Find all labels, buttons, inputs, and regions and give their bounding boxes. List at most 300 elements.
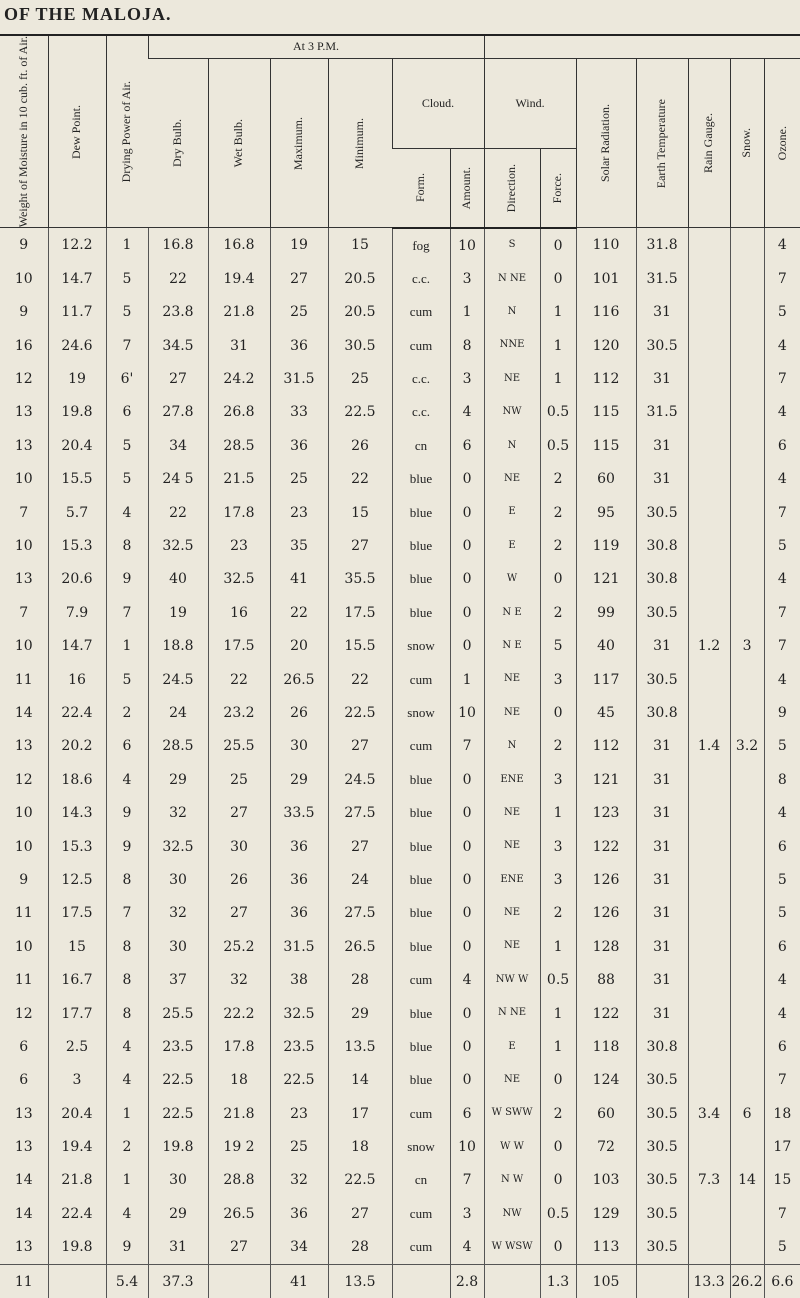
cell-earth-temperature: 30.8 xyxy=(636,529,688,562)
cell-solar-radiation: 60 xyxy=(576,1097,636,1130)
cell-drying-power: 1 xyxy=(106,1097,148,1130)
cell-cloud-amount: 1 xyxy=(450,296,484,329)
cell-cloud-amount: 0 xyxy=(450,930,484,963)
cell-minimum: 27 xyxy=(328,529,392,562)
cell-rain-gauge xyxy=(688,262,730,295)
cell-snow xyxy=(730,1197,764,1230)
cell-wind-direction: E xyxy=(484,1030,540,1063)
cell-dew-point: 17.7 xyxy=(48,997,106,1030)
cell-earth-temperature: 30.5 xyxy=(636,1130,688,1163)
cell-cloud-amount: 0 xyxy=(450,463,484,496)
cell-minimum: 26.5 xyxy=(328,930,392,963)
table-row xyxy=(0,963,800,996)
cell-moisture: 13 xyxy=(14,437,33,454)
cell-cloud-form: cum xyxy=(392,730,450,763)
cell-snow xyxy=(730,663,764,696)
cell-drying-power: 9 xyxy=(106,1231,148,1265)
cell-wind-direction: ENE xyxy=(484,763,540,796)
cell-cloud-amount: 10 xyxy=(450,228,484,262)
cell-earth-temperature: 30.8 xyxy=(636,1030,688,1063)
cell-minimum: 25 xyxy=(328,362,392,395)
cell-solar-radiation: 121 xyxy=(576,763,636,796)
cell-minimum: 27 xyxy=(328,830,392,863)
cell-dew-point: 14.7 xyxy=(48,630,106,663)
cell-wind-direction: W W xyxy=(484,1130,540,1163)
cell-dew-point: 5.7 xyxy=(48,496,106,529)
cell-wet-bulb: 17.5 xyxy=(208,630,270,663)
cell-cloud-form: blue xyxy=(392,563,450,596)
cell-dry-bulb: 23.8 xyxy=(148,296,208,329)
cell-cloud-amount: 1 xyxy=(450,663,484,696)
cell-solar-radiation: 126 xyxy=(576,897,636,930)
cell-wet-bulb: 25.2 xyxy=(208,930,270,963)
cell-maximum: 25 xyxy=(270,296,328,329)
table-row xyxy=(0,1231,800,1265)
cell-moisture: 13 xyxy=(14,738,33,755)
cell-solar-radiation: 126 xyxy=(576,863,636,896)
table-row xyxy=(0,529,800,562)
cell-solar-radiation: 40 xyxy=(576,630,636,663)
cell-earth-temperature: 30.5 xyxy=(636,1097,688,1130)
cell-earth-temperature: 30.5 xyxy=(636,1231,688,1265)
cell-wind-direction: NW W xyxy=(484,963,540,996)
cell-wind-direction: W WSW xyxy=(484,1231,540,1265)
cell-wind-force: 1 xyxy=(540,1030,576,1063)
cell-wind-force: 3 xyxy=(540,830,576,863)
cell-wet-bulb: 16 xyxy=(208,596,270,629)
cell-drying-power: 5 xyxy=(106,429,148,462)
header-drying-power: Drying Power of Air. xyxy=(106,36,148,228)
cell-drying-power: 6 xyxy=(106,396,148,429)
cell-moisture: 12 xyxy=(14,371,33,388)
cell-wind-direction: NE xyxy=(484,830,540,863)
cell-wind-direction: N W xyxy=(484,1164,540,1197)
cell-wet-bulb: 21.8 xyxy=(208,1097,270,1130)
cell-wet-bulb: 17.8 xyxy=(208,1030,270,1063)
cell-maximum: 31.5 xyxy=(270,930,328,963)
cell-dry-bulb: 19 xyxy=(148,596,208,629)
cell-cloud-amount: 3 xyxy=(450,262,484,295)
cell-cloud-form: blue xyxy=(392,763,450,796)
cell-dew-point: 24.6 xyxy=(48,329,106,362)
cell-rain-gauge xyxy=(688,863,730,896)
cell-dry-bulb: 32 xyxy=(148,897,208,930)
cell-wind-force: 0 xyxy=(540,1064,576,1097)
table-row xyxy=(0,863,800,896)
cell-earth-temperature: 31 xyxy=(636,463,688,496)
cell-wet-bulb: 19.4 xyxy=(208,262,270,295)
cell-dry-bulb: 27 xyxy=(148,362,208,395)
cell-moisture: 14 xyxy=(14,1205,33,1222)
cell-moisture: 12 xyxy=(14,771,33,788)
cell-dry-bulb: 24.5 xyxy=(148,663,208,696)
cell-wind-force: 1 xyxy=(540,796,576,829)
cell-earth-temperature: 31 xyxy=(636,630,688,663)
cell-wind-force: 1.3 xyxy=(540,1264,576,1298)
cell-solar-radiation: 45 xyxy=(576,696,636,729)
cell-wind-force: 1 xyxy=(540,997,576,1030)
cell-earth-temperature: 30.8 xyxy=(636,696,688,729)
cell-moisture: 10 xyxy=(14,270,33,287)
cell-drying-power: 8 xyxy=(106,930,148,963)
cell-snow xyxy=(730,763,764,796)
cell-ozone: 4 xyxy=(764,463,800,496)
cell-cloud-amount: 4 xyxy=(450,396,484,429)
cell-solar-radiation: 99 xyxy=(576,596,636,629)
cell-earth-temperature: 30.8 xyxy=(636,563,688,596)
cell-rain-gauge xyxy=(688,529,730,562)
cell-wet-bulb: 27 xyxy=(208,796,270,829)
cell-drying-power: 4 xyxy=(106,763,148,796)
cell-earth-temperature xyxy=(636,1264,688,1298)
cell-cloud-amount: 3 xyxy=(450,1197,484,1230)
cell-ozone: 5 xyxy=(764,863,800,896)
cell-cloud-form: blue xyxy=(392,997,450,1030)
cell-cloud-amount: 0 xyxy=(450,763,484,796)
cell-dew-point: 20.2 xyxy=(48,730,106,763)
cell-cloud-form: cum xyxy=(392,1097,450,1130)
table-row xyxy=(0,730,800,763)
cell-cloud-form: snow xyxy=(392,630,450,663)
table-row xyxy=(0,329,800,362)
header-dew-point: Dew Point. xyxy=(48,36,106,228)
cell-wind-force: 2 xyxy=(540,730,576,763)
table-body xyxy=(0,228,800,1298)
cell-dew-point: 2.5 xyxy=(48,1030,106,1063)
cell-snow xyxy=(730,1231,764,1265)
cell-drying-power: 5 xyxy=(106,262,148,295)
cell-earth-temperature: 30.5 xyxy=(636,329,688,362)
cell-wind-force: 2 xyxy=(540,1097,576,1130)
cell-drying-power: 8 xyxy=(106,963,148,996)
cell-cloud-amount: 8 xyxy=(450,329,484,362)
cell-wet-bulb: 25.5 xyxy=(208,730,270,763)
cell-ozone: 5 xyxy=(764,1231,800,1265)
cell-minimum: 17 xyxy=(328,1097,392,1130)
cell-dew-point: 22.4 xyxy=(48,1197,106,1230)
cell-wet-bulb: 28.8 xyxy=(208,1164,270,1197)
cell-wet-bulb: 16.8 xyxy=(208,228,270,262)
cell-ozone: 4 xyxy=(764,329,800,362)
cell-moisture: 6 xyxy=(19,1038,29,1055)
cell-drying-power: 8 xyxy=(106,863,148,896)
cell-minimum: 35.5 xyxy=(328,563,392,596)
cell-dew-point: 19.8 xyxy=(48,1231,106,1265)
cell-maximum: 34 xyxy=(270,1231,328,1265)
cell-dry-bulb: 34 xyxy=(148,429,208,462)
cell-wind-force: 0 xyxy=(540,1231,576,1265)
cell-solar-radiation: 105 xyxy=(576,1264,636,1298)
cell-wind-force: 0.5 xyxy=(540,396,576,429)
header-cloud-form: Form. xyxy=(392,148,450,228)
header-at-3pm: At 3 P.M. xyxy=(148,36,484,59)
cell-earth-temperature: 31 xyxy=(636,296,688,329)
cell-dew-point: 16 xyxy=(48,663,106,696)
cell-minimum: 30.5 xyxy=(328,329,392,362)
cell-dry-bulb: 37 xyxy=(148,963,208,996)
cell-cloud-form: blue xyxy=(392,830,450,863)
cell-cloud-form xyxy=(392,1264,450,1298)
cell-dew-point: 12.5 xyxy=(48,863,106,896)
cell-maximum: 33 xyxy=(270,396,328,429)
cell-minimum: 14 xyxy=(328,1064,392,1097)
cell-snow xyxy=(730,228,764,262)
cell-dry-bulb: 34.5 xyxy=(148,329,208,362)
cell-solar-radiation: 101 xyxy=(576,262,636,295)
cell-snow xyxy=(730,1030,764,1063)
cell-wind-force: 0 xyxy=(540,696,576,729)
cell-wet-bulb: 19 2 xyxy=(208,1130,270,1163)
header-row-groups xyxy=(0,36,800,59)
header-wind: Wind. xyxy=(484,59,576,149)
cell-rain-gauge xyxy=(688,830,730,863)
cell-cloud-amount: 10 xyxy=(450,1130,484,1163)
cell-wet-bulb: 25 xyxy=(208,763,270,796)
cell-dew-point: 17.5 xyxy=(48,897,106,930)
cell-earth-temperature: 31 xyxy=(636,930,688,963)
header-wind-direction: Direction. xyxy=(484,148,540,228)
cell-maximum: 35 xyxy=(270,529,328,562)
cell-minimum: 27.5 xyxy=(328,897,392,930)
cell-wind-force: 0 xyxy=(540,1164,576,1197)
cell-rain-gauge xyxy=(688,429,730,462)
cell-earth-temperature: 31.5 xyxy=(636,262,688,295)
cell-dew-point: 12.2 xyxy=(48,228,106,262)
cell-solar-radiation: 60 xyxy=(576,463,636,496)
table-row xyxy=(0,696,800,729)
cell-earth-temperature: 30.5 xyxy=(636,596,688,629)
cell-drying-power: 7 xyxy=(106,897,148,930)
cell-earth-temperature: 31.5 xyxy=(636,396,688,429)
cell-cloud-amount: 6 xyxy=(450,1097,484,1130)
cell-dew-point: 16.7 xyxy=(48,963,106,996)
cell-wind-direction: N xyxy=(484,730,540,763)
cell-solar-radiation: 115 xyxy=(576,396,636,429)
cell-moisture: 12 xyxy=(14,1005,33,1022)
cell-solar-radiation: 119 xyxy=(576,529,636,562)
cell-minimum: 20.5 xyxy=(328,296,392,329)
cell-wind-direction: S xyxy=(484,228,540,262)
cell-rain-gauge xyxy=(688,663,730,696)
cell-snow xyxy=(730,963,764,996)
cell-snow xyxy=(730,563,764,596)
cell-dew-point: 7.9 xyxy=(48,596,106,629)
table-row xyxy=(0,1130,800,1163)
cell-cloud-amount: 7 xyxy=(450,730,484,763)
cell-solar-radiation: 117 xyxy=(576,663,636,696)
table-row xyxy=(0,362,800,395)
cell-dew-point: 11.7 xyxy=(48,296,106,329)
cell-maximum: 36 xyxy=(270,897,328,930)
cell-snow xyxy=(730,897,764,930)
cell-wet-bulb: 26 xyxy=(208,863,270,896)
cell-dry-bulb: 37.3 xyxy=(148,1264,208,1298)
cell-cloud-form: blue xyxy=(392,596,450,629)
cell-dew-point: 15.3 xyxy=(48,830,106,863)
header-wind-force: Force. xyxy=(540,148,576,228)
cell-solar-radiation: 123 xyxy=(576,796,636,829)
cell-snow xyxy=(730,262,764,295)
cell-cloud-form: blue xyxy=(392,796,450,829)
cell-rain-gauge xyxy=(688,563,730,596)
cell-rain-gauge xyxy=(688,963,730,996)
cell-cloud-form: snow xyxy=(392,696,450,729)
cell-maximum: 36 xyxy=(270,429,328,462)
cell-dry-bulb: 31 xyxy=(148,1231,208,1265)
cell-maximum: 31.5 xyxy=(270,362,328,395)
cell-snow xyxy=(730,930,764,963)
cell-solar-radiation: 120 xyxy=(576,329,636,362)
cell-maximum: 41 xyxy=(270,1264,328,1298)
cell-earth-temperature: 31 xyxy=(636,963,688,996)
cell-snow xyxy=(730,463,764,496)
cell-solar-radiation: 116 xyxy=(576,296,636,329)
cell-maximum: 38 xyxy=(270,963,328,996)
cell-cloud-amount: 0 xyxy=(450,1064,484,1097)
cell-moisture: 14 xyxy=(14,1172,33,1189)
cell-cloud-form: blue xyxy=(392,1064,450,1097)
cell-maximum: 29 xyxy=(270,763,328,796)
cell-cloud-amount: 0 xyxy=(450,1030,484,1063)
cell-drying-power: 2 xyxy=(106,1130,148,1163)
cell-maximum: 36 xyxy=(270,329,328,362)
cell-rain-gauge: 1.4 xyxy=(688,730,730,763)
cell-snow xyxy=(730,997,764,1030)
cell-wind-force: 0.5 xyxy=(540,429,576,462)
cell-wind-direction: ENE xyxy=(484,863,540,896)
cell-cloud-form: blue xyxy=(392,463,450,496)
cell-dew-point: 15.3 xyxy=(48,529,106,562)
cell-maximum: 36 xyxy=(270,830,328,863)
header-blank-group xyxy=(484,36,800,59)
header-solar-radiation: Solar Radiation. xyxy=(576,59,636,228)
cell-maximum: 32 xyxy=(270,1164,328,1197)
table-row xyxy=(0,663,800,696)
cell-minimum: 26 xyxy=(328,429,392,462)
cell-cloud-amount: 0 xyxy=(450,863,484,896)
cell-minimum: 24 xyxy=(328,863,392,896)
cell-cloud-form: blue xyxy=(392,863,450,896)
cell-dry-bulb: 40 xyxy=(148,563,208,596)
cell-wind-force: 5 xyxy=(540,630,576,663)
cell-wet-bulb: 21.5 xyxy=(208,463,270,496)
cell-minimum: 22 xyxy=(328,463,392,496)
cell-wet-bulb: 22 xyxy=(208,663,270,696)
cell-earth-temperature: 31 xyxy=(636,796,688,829)
cell-drying-power: 5 xyxy=(106,463,148,496)
cell-rain-gauge: 13.3 xyxy=(688,1264,730,1298)
cell-wind-direction: N E xyxy=(484,630,540,663)
cell-wet-bulb: 23.2 xyxy=(208,696,270,729)
cell-moisture: 11 xyxy=(14,972,33,989)
table-row xyxy=(0,630,800,663)
cell-wind-force: 2 xyxy=(540,596,576,629)
header-rain-gauge: Rain Gauge. xyxy=(688,59,730,228)
cell-rain-gauge: 3.4 xyxy=(688,1097,730,1130)
cell-cloud-form: blue xyxy=(392,897,450,930)
cell-ozone: 6 xyxy=(764,830,800,863)
cell-drying-power: 1 xyxy=(106,228,148,262)
cell-minimum: 13.5 xyxy=(328,1030,392,1063)
cell-wind-force: 3 xyxy=(540,863,576,896)
cell-maximum: 33.5 xyxy=(270,796,328,829)
cell-wind-direction: E xyxy=(484,529,540,562)
cell-wind-direction: N NE xyxy=(484,262,540,295)
cell-cloud-form: cum xyxy=(392,1231,450,1265)
header-snow: Snow. xyxy=(730,59,764,228)
cell-dew-point: 18.6 xyxy=(48,763,106,796)
cell-moisture: 11 xyxy=(14,671,33,688)
cell-dew-point: 3 xyxy=(48,1064,106,1097)
cell-cloud-form: cn xyxy=(392,429,450,462)
cell-moisture: 16 xyxy=(14,337,33,354)
cell-wind-direction: NE xyxy=(484,696,540,729)
cell-drying-power: 4 xyxy=(106,1197,148,1230)
cell-cloud-form: cum xyxy=(392,329,450,362)
cell-snow xyxy=(730,396,764,429)
cell-earth-temperature: 31 xyxy=(636,897,688,930)
cell-wind-force: 1 xyxy=(540,930,576,963)
cell-solar-radiation: 128 xyxy=(576,930,636,963)
cell-ozone: 5 xyxy=(764,730,800,763)
cell-earth-temperature: 30.5 xyxy=(636,1197,688,1230)
cell-maximum: 22.5 xyxy=(270,1064,328,1097)
cell-wet-bulb: 22.2 xyxy=(208,997,270,1030)
cell-snow xyxy=(730,429,764,462)
cell-cloud-amount: 6 xyxy=(450,429,484,462)
cell-cloud-amount: 0 xyxy=(450,897,484,930)
cell-dry-bulb: 32.5 xyxy=(148,529,208,562)
cell-snow: 14 xyxy=(730,1164,764,1197)
cell-rain-gauge xyxy=(688,296,730,329)
cell-cloud-amount: 4 xyxy=(450,1231,484,1265)
cell-wet-bulb: 23 xyxy=(208,529,270,562)
cell-solar-radiation: 72 xyxy=(576,1130,636,1163)
cell-snow xyxy=(730,1064,764,1097)
cell-minimum: 15.5 xyxy=(328,630,392,663)
cell-dry-bulb: 23.5 xyxy=(148,1030,208,1063)
cell-cloud-amount: 3 xyxy=(450,362,484,395)
cell-earth-temperature: 31 xyxy=(636,997,688,1030)
cell-drying-power: 8 xyxy=(106,529,148,562)
cell-drying-power: 1 xyxy=(106,1164,148,1197)
cell-wind-force: 0 xyxy=(540,1130,576,1163)
cell-drying-power: 2 xyxy=(106,696,148,729)
cell-dew-point: 21.8 xyxy=(48,1164,106,1197)
cell-moisture: 10 xyxy=(14,938,33,955)
cell-snow xyxy=(730,529,764,562)
cell-dry-bulb: 22 xyxy=(148,496,208,529)
cell-maximum: 30 xyxy=(270,730,328,763)
table-row xyxy=(0,830,800,863)
cell-ozone: 4 xyxy=(764,663,800,696)
cell-snow xyxy=(730,296,764,329)
cell-earth-temperature: 31.8 xyxy=(636,228,688,262)
cell-moisture: 13 xyxy=(14,1105,33,1122)
cell-wind-direction: N xyxy=(484,429,540,462)
cell-dry-bulb: 30 xyxy=(148,930,208,963)
weather-table xyxy=(0,36,800,1298)
running-head: OF THE MALOJA. xyxy=(4,4,172,24)
cell-dry-bulb: 18.8 xyxy=(148,630,208,663)
cell-solar-radiation: 112 xyxy=(576,362,636,395)
cell-drying-power: 8 xyxy=(106,997,148,1030)
cell-rain-gauge xyxy=(688,362,730,395)
cell-maximum: 20 xyxy=(270,630,328,663)
cell-moisture: 13 xyxy=(14,571,33,588)
cell-wind-force: 0.5 xyxy=(540,963,576,996)
cell-rain-gauge xyxy=(688,396,730,429)
